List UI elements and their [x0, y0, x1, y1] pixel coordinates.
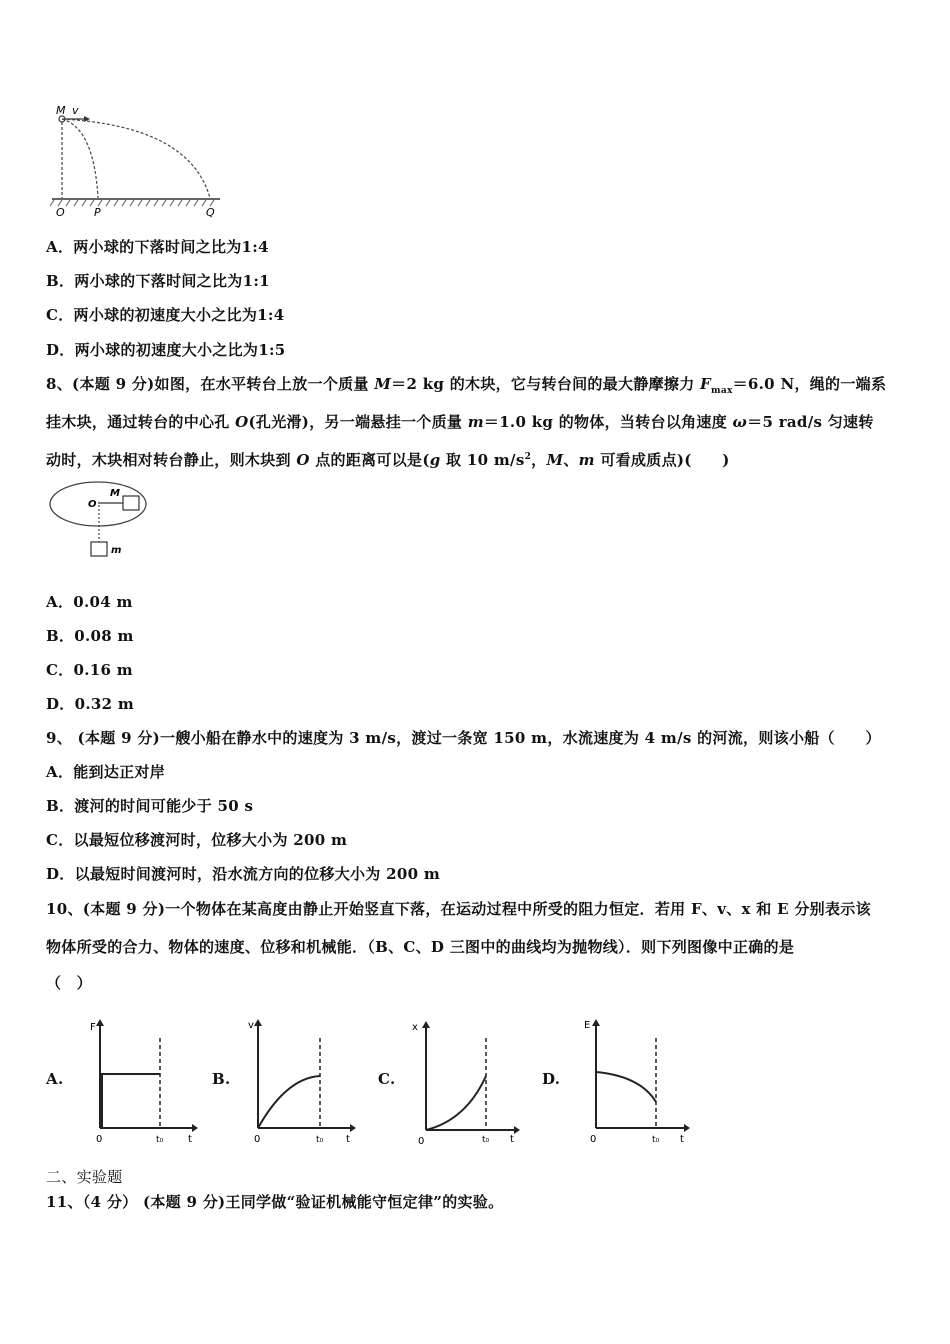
label-O: O: [56, 206, 65, 219]
var-F: F: [700, 375, 711, 393]
label-Q: Q: [206, 206, 215, 219]
q9-option-c: C．以最短位移渡河时，位移大小为 200 m: [46, 831, 348, 849]
graph-d-xlabel: t: [680, 1134, 684, 1145]
q8-option-d: D．0.32 m: [46, 695, 135, 713]
graph-c: [410, 1016, 522, 1146]
var-O: O: [235, 413, 249, 431]
q8-option-a: A．0.04 m: [46, 593, 133, 611]
q8-text: 取 10 m/s: [440, 451, 525, 469]
q8-option-c: C．0.16 m: [46, 661, 133, 679]
graph-b-ylabel: v: [248, 1020, 254, 1031]
graph-a-ylabel: F: [90, 1022, 96, 1033]
q8-text: ＝6.0 N，绳的一端系: [732, 375, 887, 393]
q8-stem-line2: [46, 411, 874, 432]
var-M: M: [546, 451, 564, 469]
graph-d-ylabel: E: [584, 1020, 591, 1031]
label-M: M: [56, 104, 66, 117]
q9-option-b: B．渡河的时间可能少于 50 s: [46, 797, 254, 815]
q8-text: ＝1.0 kg 的物体，当转台以角速度: [483, 413, 733, 431]
var-F-sub: max: [711, 386, 733, 396]
graph-d-origin: 0: [590, 1134, 597, 1145]
graph-option-c: C.: [378, 1070, 396, 1088]
label-v: v: [72, 104, 79, 117]
superscript-2: 2: [524, 452, 532, 462]
var-omega: ω: [732, 413, 748, 431]
graph-b-tick: t₀: [316, 1135, 324, 1145]
q8-option-b: B．0.08 m: [46, 627, 134, 645]
label-O: O: [88, 499, 97, 510]
projectile-figure: [50, 98, 230, 220]
q8-text: 挂木块，通过转台的中心孔: [46, 413, 236, 431]
var-g: g: [429, 451, 441, 469]
q8-text: 动时，木块相对转台静止，则木块到: [46, 451, 297, 469]
graph-a-xlabel: t: [188, 1134, 192, 1145]
label-P: P: [94, 206, 101, 219]
graph-b-xlabel: t: [346, 1134, 350, 1145]
q9-stem: 9、 (本题 9 分)一艘小船在静水中的速度为 3 m/s，渡过一条宽 150 m，水流速度为 4 m/s 的河流，则该小船（ ）: [46, 729, 881, 747]
q7-option-d: D．两小球的初速度大小之比为1:5: [46, 341, 286, 359]
q8-text: 、: [563, 451, 579, 469]
q8-stem-line1: [46, 373, 886, 396]
turntable-figure: [44, 478, 154, 562]
q10-stem-line3: （ ）: [46, 974, 92, 992]
q8-text: ＝2 kg 的木块，它与转台间的最大静摩擦力: [391, 375, 701, 393]
section-title: 二、实验题: [46, 1168, 123, 1186]
var-M: M: [374, 375, 392, 393]
q10-stem-line2: 物体所受的合力、物体的速度、位移和机械能．（B、C、D 三图中的曲线均为抛物线）．则下列图像中正确的是: [46, 938, 795, 956]
var-m: m: [467, 413, 484, 431]
q9-option-a: A．能到达正对岸: [46, 763, 166, 781]
graph-a-origin: 0: [96, 1134, 103, 1145]
q8-text: ＝5 rad/s 匀速转: [747, 413, 874, 431]
graph-d: [580, 1016, 692, 1146]
graph-a: [88, 1016, 198, 1146]
q10-stem-line1: 10、(本题 9 分)一个物体在某高度由静止开始竖直下落，在运动过程中所受的阻力恒定．若用 F、v、x 和 E 分别表示该: [46, 900, 871, 918]
graph-c-xlabel: t: [510, 1134, 514, 1145]
graph-b: [246, 1016, 358, 1146]
q9-option-d: D．以最短时间渡河时，沿水流方向的位移大小为 200 m: [46, 865, 441, 883]
q8-stem-line3: [46, 449, 730, 470]
q8-text: (本题 9 分)如图，在水平转台上放一个质量: [72, 375, 375, 393]
graph-a-tick: t₀: [156, 1135, 164, 1145]
q7-option-a: A．两小球的下落时间之比为1:4: [46, 238, 269, 256]
q11-stem: 11、（4 分） (本题 9 分)王同学做“验证机械能守恒定律”的实验。: [46, 1193, 504, 1211]
var-O: O: [296, 451, 310, 469]
q8-text: ，: [531, 451, 547, 469]
q7-option-c: C．两小球的初速度大小之比为1:4: [46, 306, 285, 324]
q8-text: 可看成质点)( ): [594, 451, 730, 469]
graph-c-origin: 0: [418, 1136, 425, 1146]
graph-option-d: D.: [542, 1070, 561, 1088]
q8-text: (孔光滑)，另一端悬挂一个质量: [248, 413, 468, 431]
graph-option-b: B.: [212, 1070, 231, 1088]
graph-d-tick: t₀: [652, 1135, 660, 1145]
q7-option-b: B．两小球的下落时间之比为1:1: [46, 272, 270, 290]
graph-c-tick: t₀: [482, 1135, 490, 1145]
label-m: m: [111, 545, 122, 556]
graph-option-a: A.: [46, 1070, 64, 1088]
var-m: m: [578, 451, 595, 469]
q8-text: 点的距离可以是(: [309, 451, 430, 469]
graph-c-ylabel: x: [412, 1022, 418, 1033]
graph-b-origin: 0: [254, 1134, 261, 1145]
q8-number: 8、: [46, 375, 73, 393]
label-M: M: [110, 488, 120, 499]
